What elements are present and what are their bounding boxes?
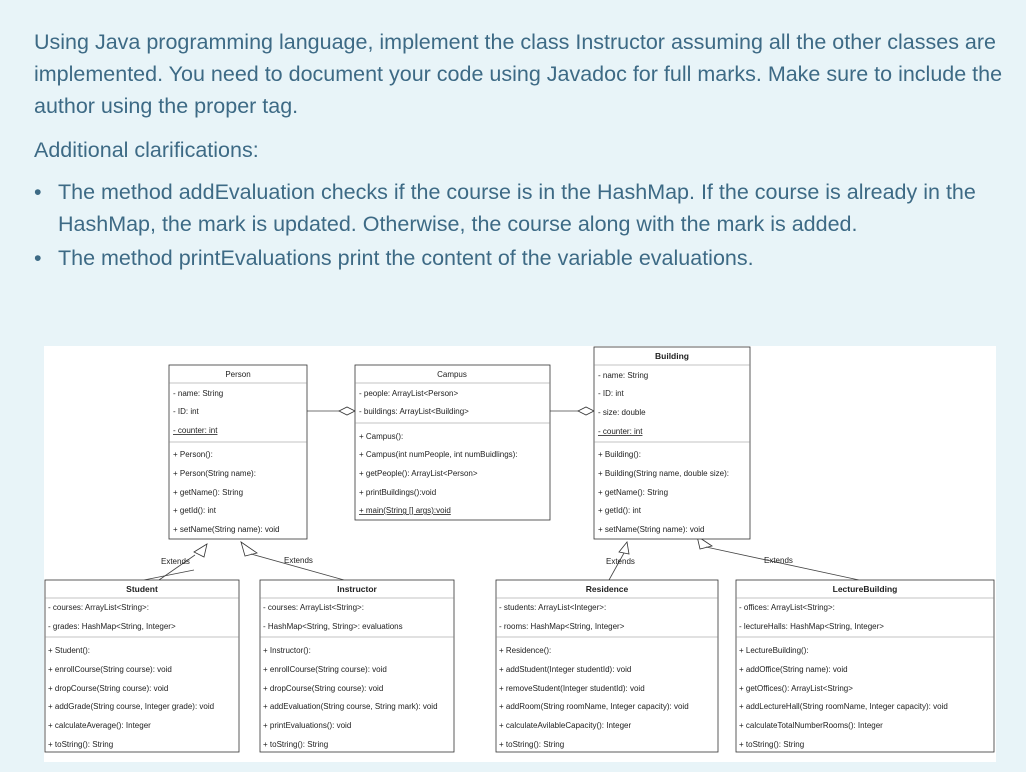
class-name: Campus xyxy=(437,370,467,379)
method: + toString(): String xyxy=(48,740,114,749)
field: - buildings: ArrayList<Building> xyxy=(359,407,469,416)
method: + Campus(int numPeople, int numBuidlings): xyxy=(359,450,518,459)
method: + toString(): String xyxy=(263,740,329,749)
method: + getId(): int xyxy=(598,506,641,515)
method: + toString(): String xyxy=(499,740,565,749)
method: + toString(): String xyxy=(739,740,805,749)
aggregation-diamond-icon xyxy=(578,407,594,415)
class-lecture-building xyxy=(736,580,994,752)
method: + addStudent(Integer studentId): void xyxy=(499,665,632,674)
method: + calculateAverage(): Integer xyxy=(48,721,151,730)
method: + getName(): String xyxy=(598,488,669,497)
class-name: Instructor xyxy=(337,584,377,594)
extends-label: Extends xyxy=(161,557,190,566)
method: + dropCourse(String course): void xyxy=(263,684,384,693)
field: - courses: ArrayList<String>: xyxy=(263,603,364,612)
method: + addLectureHall(String roomName, Integer capacity): void xyxy=(739,702,948,711)
clarifications-heading: Additional clarifications: xyxy=(34,138,259,162)
field: - ID: int xyxy=(598,389,624,398)
method: + Building(String name, double size): xyxy=(598,469,729,478)
method: + printEvaluations(): void xyxy=(263,721,352,730)
method: + addOffice(String name): void xyxy=(739,665,848,674)
field: - courses: ArrayList<String>: xyxy=(48,603,149,612)
field: - ID: int xyxy=(173,407,199,416)
bullet-icon: • xyxy=(34,246,42,270)
inheritance-arrow-icon xyxy=(194,544,207,557)
method: + getOffices(): ArrayList<String> xyxy=(739,684,853,693)
method: + enrollCourse(String course): void xyxy=(48,665,172,674)
clarification-item xyxy=(34,242,1014,274)
field: - people: ArrayList<Person> xyxy=(359,389,459,398)
field: - lectureHalls: HashMap<String, Integer> xyxy=(739,622,884,631)
class-instructor xyxy=(260,580,454,752)
method: + getPeople(): ArrayList<Person> xyxy=(359,469,478,478)
method: + Person(String name): xyxy=(173,469,256,478)
method: + setName(String name): void xyxy=(598,525,705,534)
class-student xyxy=(45,580,239,752)
class-name: Person xyxy=(225,370,251,379)
method: + Instructor(): xyxy=(263,646,311,655)
method: + Campus(): xyxy=(359,432,404,441)
clarification-text: The method addEvaluation checks if the course is in the HashMap. If the course is already in the HashMap, the mark is updated. Otherwise, the course along with the mark is added. xyxy=(58,180,976,236)
clarifications-list xyxy=(34,176,1014,274)
field: - name: String xyxy=(173,389,224,398)
method: + main(String [] args):void xyxy=(359,506,451,515)
class-name: LectureBuilding xyxy=(832,584,898,594)
field: - HashMap<String, String>: evaluations xyxy=(263,622,403,631)
question-paragraph: Using Java programming language, implement the class Instructor assuming all the other classes are implemented. You need to document your code using Javadoc for full marks. Make sure to include the author using the proper tag. xyxy=(34,30,1003,118)
question-text xyxy=(34,26,1014,276)
aggregation-diamond-icon xyxy=(339,407,355,415)
method: + Residence(): xyxy=(499,646,552,655)
method: + addRoom(String roomName, Integer capacity): void xyxy=(499,702,689,711)
field: - offices: ArrayList<String>: xyxy=(739,603,835,612)
method: + calculateAvilableCapacity(): Integer xyxy=(499,721,632,730)
method: + getId(): int xyxy=(173,506,216,515)
inheritance-line xyxy=(144,570,194,580)
method: + Building(): xyxy=(598,450,641,459)
field: - counter: int xyxy=(598,427,643,436)
inheritance-arrow-icon xyxy=(619,542,629,554)
method: + addEvaluation(String course, String mark): void xyxy=(263,702,438,711)
field: - students: ArrayList<Integer>: xyxy=(499,603,607,612)
extends-label: Extends xyxy=(764,556,793,565)
clarification-item xyxy=(34,176,1014,240)
extends-label: Extends xyxy=(606,557,635,566)
class-name: Residence xyxy=(585,584,629,594)
method: + getName(): String xyxy=(173,488,244,497)
extends-label: Extends xyxy=(284,556,313,565)
method: + setName(String name): void xyxy=(173,525,280,534)
class-residence xyxy=(496,580,718,752)
method: + removeStudent(Integer studentId): void xyxy=(499,684,645,693)
uml-class-diagram xyxy=(44,346,996,762)
method: + Student(): xyxy=(48,646,91,655)
class-campus xyxy=(355,365,550,520)
method: + LectureBuilding(): xyxy=(739,646,809,655)
field: - counter: int xyxy=(173,426,218,435)
field: - grades: HashMap<String, Integer> xyxy=(48,622,176,631)
method: + enrollCourse(String course): void xyxy=(263,665,387,674)
method: + dropCourse(String course): void xyxy=(48,684,169,693)
method: + calculateTotalNumberRooms(): Integer xyxy=(739,721,883,730)
class-building xyxy=(594,347,750,539)
field: - name: String xyxy=(598,371,649,380)
class-name: Building xyxy=(655,351,689,361)
clarification-text: The method printEvaluations print the content of the variable evaluations. xyxy=(58,246,754,270)
bullet-icon: • xyxy=(34,180,42,204)
field: - rooms: HashMap<String, Integer> xyxy=(499,622,625,631)
class-name: Student xyxy=(126,584,158,594)
inheritance-arrow-icon xyxy=(241,542,257,556)
method: + printBuildings():void xyxy=(359,488,437,497)
class-person xyxy=(169,365,307,539)
method: + addGrade(String course, Integer grade): void xyxy=(48,702,215,711)
field: - size: double xyxy=(598,408,646,417)
method: + Person(): xyxy=(173,450,213,459)
